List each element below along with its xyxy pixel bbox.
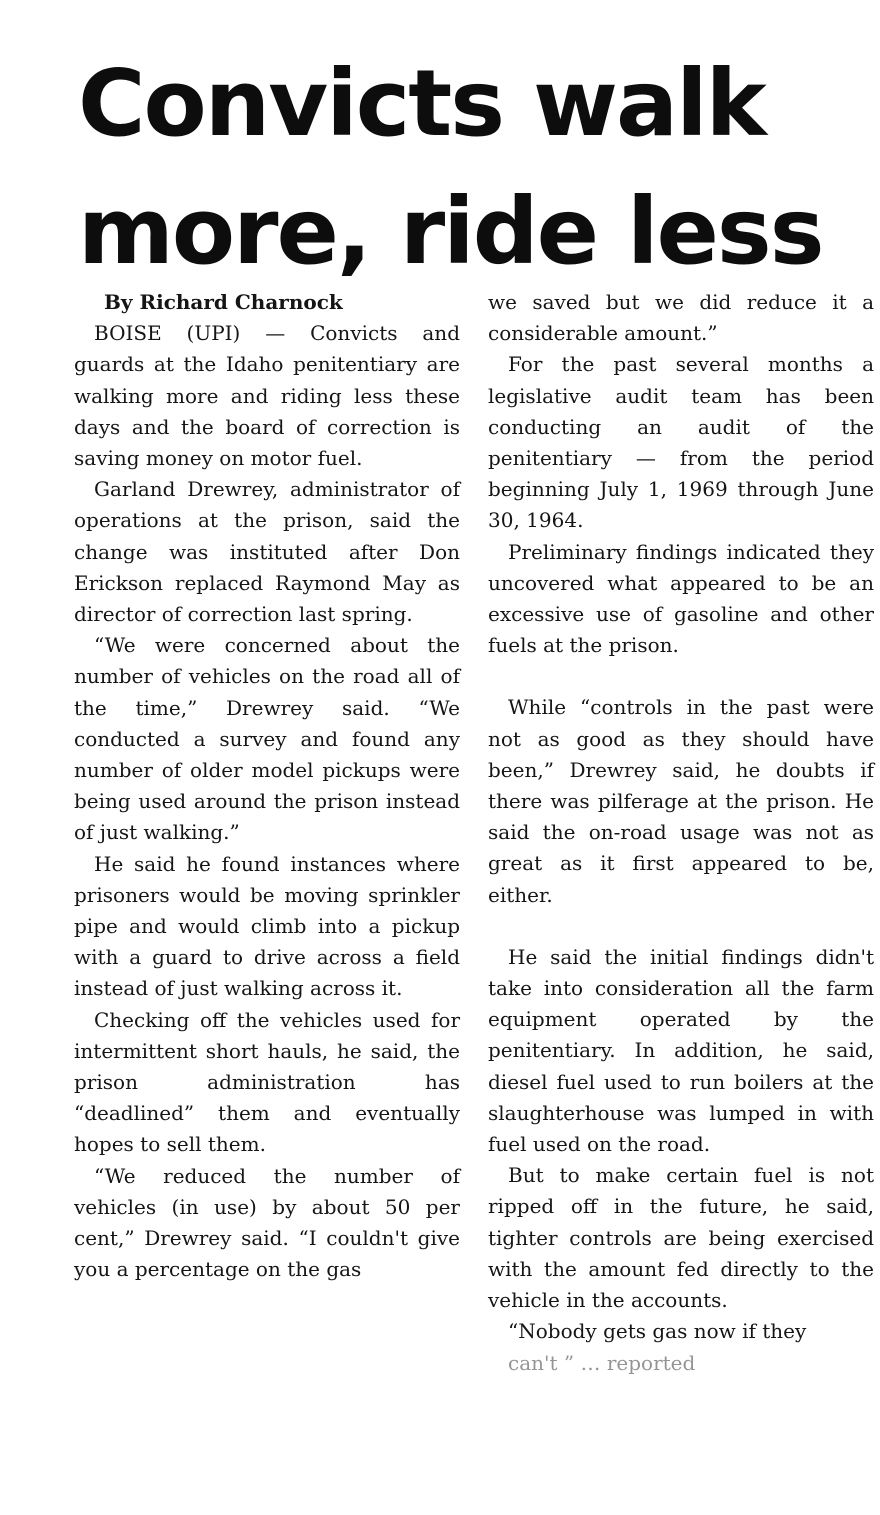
paragraph: “We were concerned about the number of vehicles on the road all of the time,” Drewrey said. “We conducted a survey and found any number of older model pickups were being used around the prison instead of just walking.” <box>74 633 460 845</box>
right-column <box>488 287 874 1379</box>
paragraph: Garland Drewrey, administrator of operations at the prison, said the change was instituted after Don Erickson replaced Raymond May as director of correction last spring. <box>74 477 460 627</box>
paragraph: For the past several months a legislative audit team has been conducting an audit of the penitentiary — from the period beginning July 1, 1969 through June 30, 1964. <box>488 352 874 533</box>
byline: By Richard Charnock <box>104 290 343 314</box>
paragraph: While “controls in the past were not as good as they should have been,” Drewrey said, he doubts if there was pilferage at the prison. He said the on-road usage was not as great as it first appeared to be, either. <box>488 695 874 907</box>
paragraph: But to make certain fuel is not ripped off in the future, he said, tighter controls are being exercised with the amount fed directly to the vehicle in the accounts. <box>488 1163 874 1313</box>
paragraph: He said he found instances where prisoners would be moving sprinkler pipe and would climb into a pickup with a guard to drive across a field instead of just walking across it. <box>74 851 460 1001</box>
paragraph: “Nobody gets gas now if they <box>508 1319 807 1344</box>
headline <box>78 40 868 296</box>
paragraph: He said the initial findings didn't take into consideration all the farm equipment operated by the penitentiary. In addition, he said, diesel fuel used to run boilers at the slaughterhouse was lumped in with fuel used on the road. <box>488 944 874 1157</box>
headline-line-1: Convicts walk <box>78 50 765 157</box>
paragraph: we saved but we did reduce it a considerable amount.” <box>488 290 874 346</box>
paragraph: BOISE (UPI) — Convicts and guards at the Idaho penitentiary are walking more and riding less these days and the board of correction is saving money on motor fuel. <box>74 321 460 471</box>
paragraph: “We reduced the number of vehicles (in use) by about 50 per cent,” Drewrey said. “I couldn't give you a percentage on the gas <box>74 1163 460 1282</box>
paragraph: Checking off the vehicles used for intermittent short hauls, he said, the prison administration has “deadlined” them and eventually hopes to sell them. <box>74 1007 460 1157</box>
paragraph: Preliminary findings indicated they uncovered what appeared to be an excessive use of gasoline and other fuels at the prison. <box>488 539 874 658</box>
headline-line-2: more, ride less <box>78 178 823 285</box>
left-column <box>74 287 460 1286</box>
paragraph-cut-off: can't ” … reported <box>508 1350 696 1375</box>
